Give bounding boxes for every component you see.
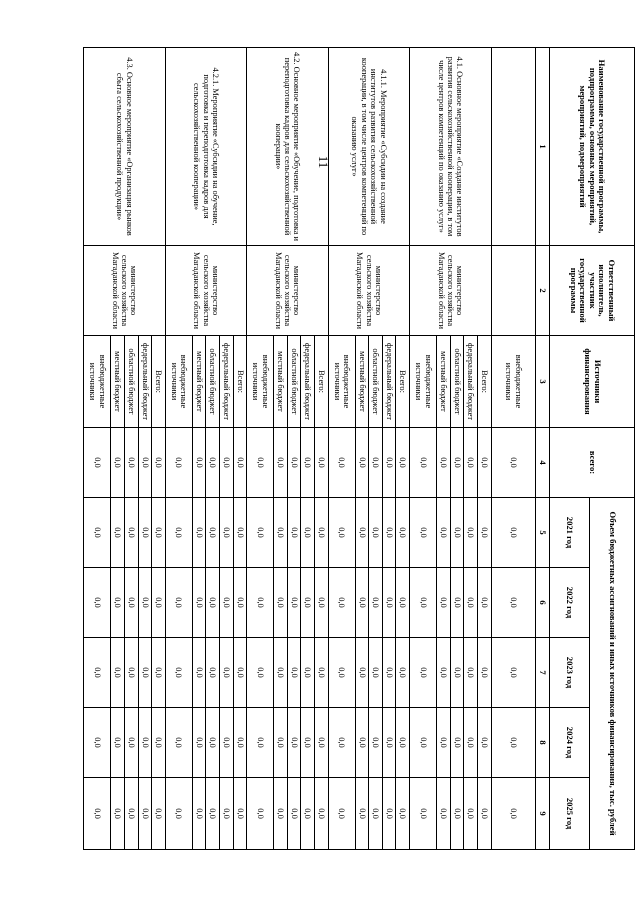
executor-cell-empty (491, 246, 535, 336)
table-row (315, 48, 329, 850)
source-cell: федеральный бюджет (382, 336, 396, 428)
value-cell: 0,0 (219, 498, 233, 568)
value-cell: 0,0 (206, 428, 220, 498)
value-cell: 0,0 (464, 638, 478, 708)
source-cell: местный бюджет (437, 336, 451, 428)
value-cell: 0,0 (315, 428, 329, 498)
value-cell: 0,0 (111, 428, 125, 498)
value-cell: 0,0 (355, 568, 369, 638)
value-cell: 0,0 (369, 568, 383, 638)
value-cell: 0,0 (437, 708, 451, 778)
table-row (152, 48, 166, 850)
value-cell: 0,0 (138, 708, 152, 778)
value-cell: 0,0 (301, 638, 315, 708)
value-cell: 0,0 (84, 498, 111, 568)
value-cell: 0,0 (477, 498, 491, 568)
value-cell: 0,0 (301, 498, 315, 568)
value-cell: 0,0 (437, 428, 451, 498)
value-cell: 0,0 (152, 568, 166, 638)
source-cell: областной бюджет (369, 336, 383, 428)
column-number: 4 (536, 428, 550, 498)
value-cell: 0,0 (355, 428, 369, 498)
value-cell: 0,0 (382, 568, 396, 638)
source-cell: местный бюджет (111, 336, 125, 428)
value-cell: 0,0 (315, 498, 329, 568)
header-executor: Ответственный исполнитель, участник государственной программы (550, 246, 635, 336)
value-cell: 0,0 (382, 428, 396, 498)
value-cell: 0,0 (138, 638, 152, 708)
program-name-cell: 4.2. Основное мероприятие «Обучение, подготовка и переподготовка кадров для сельскохозяйственной кооперации» (247, 48, 328, 246)
value-cell: 0,0 (152, 638, 166, 708)
value-cell: 0,0 (355, 778, 369, 850)
value-cell: 0,0 (382, 638, 396, 708)
value-cell: 0,0 (410, 708, 437, 778)
value-cell: 0,0 (328, 498, 355, 568)
value-cell: 0,0 (328, 428, 355, 498)
table-row (491, 48, 535, 850)
source-cell: Всего: (315, 336, 329, 428)
value-cell: 0,0 (233, 638, 247, 708)
value-cell: 0,0 (247, 708, 274, 778)
header-year: 2023 год (550, 638, 590, 708)
value-cell: 0,0 (410, 638, 437, 708)
value-cell: 0,0 (111, 568, 125, 638)
value-cell: 0,0 (152, 708, 166, 778)
value-cell: 0,0 (396, 778, 410, 850)
value-cell: 0,0 (477, 428, 491, 498)
budget-table (83, 47, 635, 850)
value-cell: 0,0 (450, 428, 464, 498)
value-cell: 0,0 (382, 498, 396, 568)
value-cell: 0,0 (287, 428, 301, 498)
value-cell: 0,0 (410, 778, 437, 850)
value-cell: 0,0 (369, 638, 383, 708)
value-cell: 0,0 (84, 638, 111, 708)
header-year: 2024 год (550, 708, 590, 778)
source-cell: федеральный бюджет (464, 336, 478, 428)
value-cell: 0,0 (450, 708, 464, 778)
value-cell: 0,0 (233, 778, 247, 850)
table-row (233, 48, 247, 850)
value-cell: 0,0 (206, 778, 220, 850)
value-cell: 0,0 (355, 708, 369, 778)
value-cell: 0,0 (287, 498, 301, 568)
value-cell: 0,0 (274, 638, 288, 708)
value-cell: 0,0 (192, 778, 206, 850)
header-volume: Объем бюджетных ассигнований и иных источников финансирования, тыс. рублей (590, 498, 635, 850)
value-cell: 0,0 (328, 568, 355, 638)
value-cell: 0,0 (233, 428, 247, 498)
source-cell: внебюджетные источники (84, 336, 111, 428)
source-cell: внебюджетные источники (247, 336, 274, 428)
value-cell: 0,0 (382, 778, 396, 850)
value-cell: 0,0 (477, 708, 491, 778)
source-cell: местный бюджет (192, 336, 206, 428)
value-cell: 0,0 (233, 568, 247, 638)
value-cell: 0,0 (124, 708, 138, 778)
value-cell: 0,0 (84, 708, 111, 778)
value-cell: 0,0 (165, 568, 192, 638)
value-cell: 0,0 (464, 498, 478, 568)
executor-cell: министерство сельского хозяйства Магаданской области (84, 246, 166, 336)
value-cell: 0,0 (410, 498, 437, 568)
value-cell: 0,0 (247, 778, 274, 850)
value-cell: 0,0 (464, 568, 478, 638)
value-cell: 0,0 (437, 638, 451, 708)
value-cell: 0,0 (369, 498, 383, 568)
source-cell: внебюджетные источники (410, 336, 437, 428)
value-cell: 0,0 (274, 568, 288, 638)
value-cell: 0,0 (124, 568, 138, 638)
value-cell: 0,0 (219, 638, 233, 708)
column-number: 1 (536, 48, 550, 246)
value-cell: 0,0 (192, 498, 206, 568)
source-cell: внебюджетные источники (165, 336, 192, 428)
column-number: 2 (536, 246, 550, 336)
value-cell: 0,0 (477, 638, 491, 708)
value-cell: 0,0 (138, 498, 152, 568)
value-cell: 0,0 (247, 428, 274, 498)
value-cell: 0,0 (111, 498, 125, 568)
value-cell: 0,0 (274, 708, 288, 778)
table-row (477, 48, 491, 850)
program-name-cell: 4.2.1. Мероприятие «Субсидии на обучение, подготовка и переподготовка кадров для сельскохозяйственной кооперации» (165, 48, 246, 246)
value-cell: 0,0 (464, 778, 478, 850)
value-cell: 0,0 (315, 708, 329, 778)
program-name-cell: 4.1.1. Мероприятие «Субсидии на создание институтов развития сельскохозяйственной кооперации, в том числе центров компетенций по оказанию услуг» (328, 48, 409, 246)
column-number: 7 (536, 638, 550, 708)
source-cell: Всего: (477, 336, 491, 428)
executor-cell: министерство сельского хозяйства Магаданской области (410, 246, 491, 336)
value-cell: 0,0 (165, 498, 192, 568)
value-cell: 0,0 (124, 428, 138, 498)
value-cell: 0,0 (477, 568, 491, 638)
value-cell: 0,0 (315, 568, 329, 638)
header-year: 2021 год (550, 498, 590, 568)
value-cell: 0,0 (287, 778, 301, 850)
value-cell: 0,0 (491, 568, 535, 638)
value-cell: 0,0 (219, 428, 233, 498)
value-cell: 0,0 (247, 568, 274, 638)
value-cell: 0,0 (491, 708, 535, 778)
value-cell: 0,0 (328, 778, 355, 850)
value-cell: 0,0 (165, 778, 192, 850)
table-row (396, 48, 410, 850)
value-cell: 0,0 (152, 498, 166, 568)
value-cell: 0,0 (247, 638, 274, 708)
value-cell: 0,0 (124, 498, 138, 568)
value-cell: 0,0 (111, 778, 125, 850)
value-cell: 0,0 (450, 638, 464, 708)
value-cell: 0,0 (464, 708, 478, 778)
value-cell: 0,0 (165, 708, 192, 778)
value-cell: 0,0 (301, 778, 315, 850)
value-cell: 0,0 (450, 498, 464, 568)
value-cell: 0,0 (396, 638, 410, 708)
value-cell: 0,0 (301, 708, 315, 778)
page-number: 11 (316, 155, 331, 169)
rotated-table-wrapper (83, 47, 635, 849)
value-cell: 0,0 (192, 638, 206, 708)
value-cell: 0,0 (396, 708, 410, 778)
value-cell: 0,0 (206, 638, 220, 708)
value-cell: 0,0 (328, 708, 355, 778)
value-cell: 0,0 (355, 638, 369, 708)
value-cell: 0,0 (369, 428, 383, 498)
value-cell: 0,0 (84, 778, 111, 850)
value-cell: 0,0 (274, 428, 288, 498)
value-cell: 0,0 (165, 638, 192, 708)
value-cell: 0,0 (450, 568, 464, 638)
value-cell: 0,0 (274, 498, 288, 568)
value-cell: 0,0 (219, 568, 233, 638)
value-cell: 0,0 (396, 428, 410, 498)
program-name-cell: 4.1. Основное мероприятие «Создание институтов развития сельскохозяйственной кооперации, в том числе центров компетенций по оказанию услуг» (410, 48, 491, 246)
header-source: Источники финансирования (550, 336, 635, 428)
source-cell: местный бюджет (274, 336, 288, 428)
value-cell: 0,0 (301, 568, 315, 638)
value-cell: 0,0 (124, 778, 138, 850)
value-cell: 0,0 (301, 428, 315, 498)
source-cell: федеральный бюджет (301, 336, 315, 428)
value-cell: 0,0 (355, 498, 369, 568)
value-cell: 0,0 (192, 708, 206, 778)
column-number: 3 (536, 336, 550, 428)
source-cell: Всего: (152, 336, 166, 428)
value-cell: 0,0 (315, 778, 329, 850)
value-cell: 0,0 (111, 638, 125, 708)
executor-cell: министерство сельского хозяйства Магаданской области (328, 246, 409, 336)
source-cell: областной бюджет (124, 336, 138, 428)
value-cell: 0,0 (410, 568, 437, 638)
executor-cell: министерство сельского хозяйства Магаданской области (247, 246, 328, 336)
value-cell: 0,0 (491, 498, 535, 568)
value-cell: 0,0 (165, 428, 192, 498)
header-year: 2022 год (550, 568, 590, 638)
value-cell: 0,0 (369, 708, 383, 778)
source-cell: областной бюджет (287, 336, 301, 428)
value-cell: 0,0 (124, 638, 138, 708)
value-cell: 0,0 (152, 428, 166, 498)
value-cell: 0,0 (477, 778, 491, 850)
value-cell: 0,0 (396, 568, 410, 638)
value-cell: 0,0 (219, 708, 233, 778)
value-cell: 0,0 (315, 638, 329, 708)
value-cell: 0,0 (84, 568, 111, 638)
value-cell: 0,0 (138, 778, 152, 850)
source-cell: федеральный бюджет (138, 336, 152, 428)
source-cell: Всего: (396, 336, 410, 428)
value-cell: 0,0 (247, 498, 274, 568)
column-number: 9 (536, 778, 550, 850)
source-cell: областной бюджет (450, 336, 464, 428)
value-cell: 0,0 (274, 778, 288, 850)
value-cell: 0,0 (233, 708, 247, 778)
value-cell: 0,0 (84, 428, 111, 498)
value-cell: 0,0 (206, 568, 220, 638)
value-cell: 0,0 (219, 778, 233, 850)
value-cell: 0,0 (328, 638, 355, 708)
value-cell: 0,0 (491, 428, 535, 498)
value-cell: 0,0 (450, 778, 464, 850)
value-cell: 0,0 (138, 568, 152, 638)
header-total: всего: (550, 428, 635, 498)
column-number: 6 (536, 568, 550, 638)
header-name: Наименование государственной программы, подпрограммы, основных мероприятий, мероприятий, подмероприятий (550, 48, 635, 246)
value-cell: 0,0 (233, 498, 247, 568)
value-cell: 0,0 (138, 428, 152, 498)
source-cell: Всего: (233, 336, 247, 428)
column-number: 8 (536, 708, 550, 778)
value-cell: 0,0 (111, 708, 125, 778)
value-cell: 0,0 (369, 778, 383, 850)
value-cell: 0,0 (192, 428, 206, 498)
source-cell: внебюджетные источники (491, 336, 535, 428)
value-cell: 0,0 (437, 498, 451, 568)
value-cell: 0,0 (437, 778, 451, 850)
program-name-cell: 4.3. Основное мероприятие «Организация рынков сбыта сельскохозяйственной продукции» (84, 48, 166, 246)
value-cell: 0,0 (437, 568, 451, 638)
value-cell: 0,0 (382, 708, 396, 778)
value-cell: 0,0 (491, 638, 535, 708)
source-cell: местный бюджет (355, 336, 369, 428)
value-cell: 0,0 (491, 778, 535, 850)
value-cell: 0,0 (464, 428, 478, 498)
value-cell: 0,0 (287, 568, 301, 638)
executor-cell: министерство сельского хозяйства Магаданской области (165, 246, 246, 336)
name-cell-empty (491, 48, 535, 246)
value-cell: 0,0 (396, 498, 410, 568)
value-cell: 0,0 (287, 708, 301, 778)
value-cell: 0,0 (206, 708, 220, 778)
value-cell: 0,0 (192, 568, 206, 638)
column-number: 5 (536, 498, 550, 568)
source-cell: областной бюджет (206, 336, 220, 428)
value-cell: 0,0 (206, 498, 220, 568)
source-cell: внебюджетные источники (328, 336, 355, 428)
value-cell: 0,0 (410, 428, 437, 498)
source-cell: федеральный бюджет (219, 336, 233, 428)
header-year: 2025 год (550, 778, 590, 850)
value-cell: 0,0 (287, 638, 301, 708)
value-cell: 0,0 (152, 778, 166, 850)
